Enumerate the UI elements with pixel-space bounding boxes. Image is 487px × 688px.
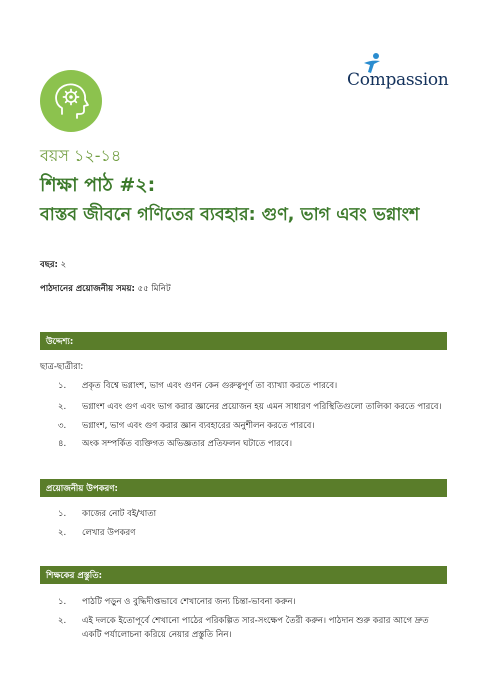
list-text: পাঠটি পড়ুন ও বুদ্ধিদীপ্তভাবে শেখানোর জন্য চিন্তা-ভাবনা করুন।: [82, 597, 296, 607]
list-text: ভগ্নাংশ এবং গুণ এবং ভাগ করার জ্ঞানের প্রয়োজন হয় এমন সাধারণ পরিস্থিতিগুলো তালিকা করতে পারবে।: [82, 402, 442, 412]
head-gear-glyph: [40, 70, 102, 132]
list-number: ২.: [58, 528, 67, 538]
list-text: এই দলকে ইতোপূর্বে শেখানো পাঠের পরিকল্পিত সার-সংক্ষেপ তৈরী করুন। পাঠদান শুরু করার আগে দ্রুত একটি পর্যালোচনা করিয়ে নেয়ার প্রস্তুতি নিন।: [82, 616, 429, 640]
list-text: ভগ্নাংশ, ভাগ এবং গুণ করার জ্ঞান ব্যবহারের অনুশীলন করতে পারবে।: [82, 421, 315, 431]
year-row: [40, 258, 66, 272]
list-number: ৩.: [58, 421, 67, 431]
year-label: বছর:: [40, 260, 58, 270]
time-label: পাঠদানের প্রয়োজনীয় সময়:: [40, 284, 135, 294]
lesson-label: শিক্ষা পাঠ #২:: [40, 174, 156, 196]
list-text: কাজের নোট বই/খাতা: [82, 509, 157, 519]
list-number: ৪.: [58, 439, 67, 449]
list-number: ১.: [58, 597, 67, 607]
objectives-intro: ছাত্র-ছাত্রীরা:: [40, 362, 84, 372]
materials-heading: প্রয়োজনীয় উপকরণ:: [40, 479, 447, 497]
compassion-wordmark: Compassion: [347, 70, 449, 90]
time-row: [40, 282, 171, 296]
time-value: ৫৫ মিনিট: [137, 284, 171, 294]
objectives-heading: উদ্দেশ্য:: [40, 332, 447, 350]
list-text: প্রকৃত বিশ্বে ভগ্নাংশ, ভাগ এবং গুণন কেন গুরুত্বপূর্ণ তা ব্যাখ্যা করতে পারবে।: [82, 381, 338, 391]
preparation-heading: শিক্ষকের প্রস্তুতি:: [40, 566, 447, 584]
head-gear-icon: [40, 70, 102, 132]
list-number: ২.: [58, 616, 67, 626]
year-value: ২: [60, 260, 67, 270]
compassion-logo: [347, 52, 447, 96]
list-number: ২.: [58, 402, 67, 412]
lesson-title: বাস্তব জীবনে গণিতের ব্যবহার: গুণ, ভাগ এবং ভগ্নাংশ: [40, 205, 420, 225]
list-text: অংক সম্পর্কিত ব্যক্তিগত অভিজ্ঞতার প্রতিফলন ঘটাতে পারবে।: [82, 439, 293, 449]
list-number: ১.: [58, 509, 67, 519]
list-text: লেখার উপকরণ: [82, 528, 136, 538]
age-group: বয়স ১২-১৪: [40, 146, 122, 165]
list-number: ১.: [58, 381, 67, 391]
